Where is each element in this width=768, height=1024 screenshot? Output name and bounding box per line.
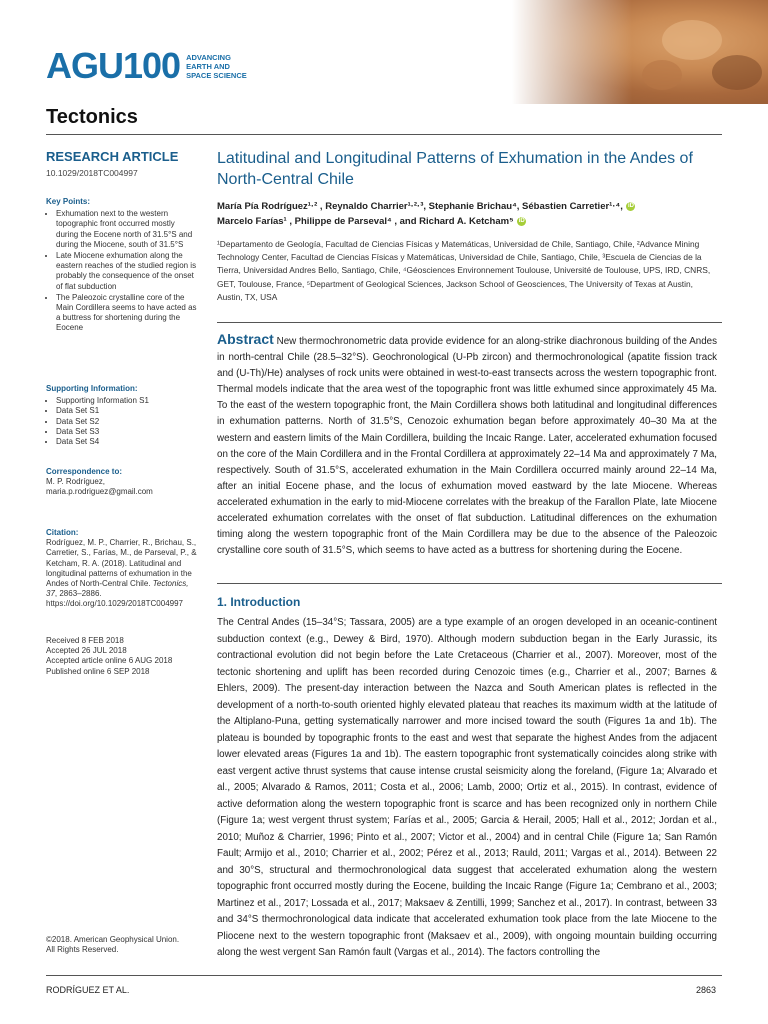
abstract	[217, 331, 717, 559]
copyright-line: All Rights Reserved.	[46, 945, 119, 954]
authors-line	[217, 199, 717, 214]
logo-tagline-line: EARTH AND	[186, 61, 230, 71]
citation-journal: Tectonics, 37	[46, 579, 189, 599]
correspondence-heading: Correspondence to:	[46, 467, 123, 476]
date-published: Published online 6 SEP 2018	[46, 666, 150, 676]
date-received: Received 8 FEB 2018	[46, 636, 124, 645]
author-list	[217, 199, 717, 229]
key-points-heading: Key Points:	[46, 197, 91, 206]
authors-text: Marcelo Farías¹ , Philippe de Parseval⁴ , and Richard A. Ketcham⁵	[217, 216, 514, 227]
page-number: 2863	[696, 985, 717, 995]
article-type: RESEARCH ARTICLE	[46, 149, 179, 164]
supporting-item[interactable]: • Data Set S3	[56, 427, 198, 437]
abstract-heading: Abstract	[217, 331, 274, 347]
orcid-icon[interactable]: iD	[518, 217, 525, 224]
key-points	[46, 197, 198, 335]
date-accepted: Accepted 26 JUL 2018	[46, 646, 127, 656]
citation-heading: Citation:	[46, 528, 79, 537]
supporting-item[interactable]: • Supporting Information S1	[56, 396, 198, 406]
logo-wordmark: AGU100	[46, 45, 181, 86]
introduction-heading: 1. Introduction	[217, 595, 301, 609]
citation-body: Rodríguez, M. P., Charrier, R., Brichau, S., Carretier, S., Farías, M., de Parseval, P., & Ketcham, R. A. (2018). Latitudinal and longitudinal patterns of exhumation in the Andes of North-Central Chile.	[46, 538, 197, 589]
correspondence-name: M. P. Rodríguez,	[46, 477, 105, 487]
supporting-list	[46, 396, 198, 447]
header-divider	[46, 134, 722, 135]
correspondence-email[interactable]: maria.p.rodriguez@gmail.com	[46, 487, 153, 497]
journal-name: Tectonics	[46, 106, 138, 128]
agu-logo	[46, 46, 247, 86]
correspondence	[46, 467, 198, 498]
article-doi[interactable]: 10.1029/2018TC004997	[46, 168, 138, 178]
affiliations: ¹Departamento de Geología, Facultad de Ciencias Físicas y Matemáticas, Universidad de Chile, Santiago, Chile, ²Advance Mining Technology Center, Facultad de Ciencias Físicas y Matemáticas, Universidad de Chile, Santiago, Chile, ³Escuela de Ciencias de la Tierra, Universidad Andres Bello, Santiago, Chile, ⁴Géosciences Environnement Toulouse, Université de Toulouse, UPS, IRD, CNRS, GET, Toulouse, France, ⁵Department of Geological Sciences, Jackson School of Geosciences, The University of Texas at Austin, Austin, TX, USA	[217, 239, 711, 302]
orcid-icon[interactable]: iD	[627, 202, 634, 209]
logo-tagline-line: SPACE SCIENCE	[186, 70, 247, 80]
authors-text: María Pía Rodríguez¹·² , Reynaldo Charrier¹·²·³, Stephanie Brichau⁴, Sébastien Carretier¹·⁴,	[217, 201, 623, 212]
logo-tagline	[186, 53, 247, 80]
footer-divider	[46, 975, 722, 976]
header-landscape-image	[512, 0, 768, 104]
supporting-heading: Supporting Information:	[46, 384, 138, 393]
authors-line	[217, 214, 717, 229]
key-point: • The Paleozoic crystalline core of the Main Cordillera seems to have acted as a buttress for shortening during the Eocene	[56, 293, 198, 334]
copyright	[46, 935, 206, 955]
supporting-item[interactable]: • Data Set S4	[56, 437, 198, 447]
introduction-text: The Central Andes (15–34°S; Tassara, 2005) are a type example of an orogen developed in an oceanic-continent subduction context (e.g., Dewey & Bird, 1970). Although modern subduction began in the Early Jurassic, its contractional evolution did not begin before the Late Cretaceous (Charrier et al., 2007). Moreover, most of the tectonic shortening and uplift has been recorded during Cenozoic times (e.g., Charrier et al., 2007; Barnes & Ehlers, 2009). The present-day interaction between the Nazca and South American plates is reflected in the development of a north-to-south oriented highly elevated plateau that reaches its maximum width at the latitude of the Altiplano-Puna, getting systematically narrower and more incised toward the south (Figures 1a and 1b). The plateau is bounded by topographic fronts to the east and west that separate the highest Andes from the adjacent lower elevated areas (Figures 1a and 1b). The eastern topographic front systematically coincides along strike with east vergent active thrust systems that cause intense crustal seismicity along the foreland, (Figure 1a; Alvarado et al., 2005; Alvarado & Ramos, 2011; Costa et al., 2006; Lamb, 2000; Ortiz et al., 2015). In contrast, evidence of active deformation along the western topographic front is scarce and has been recognized only in northern Chile (Figure 1a; west vergent thrust system; Farías et al., 2005; Garcia & Herail, 2005; Hall et al., 2012; Jordan et al., 2010; Muñoz & Charrier, 1996; Pinto et al., 2007; Victor et al., 2004) and in central Chile (Figure 1a; San Ramón Fault; Armijo et al., 2010; Charrier et al., 2002; Pérez et al., 2013; Rauld, 2011; Vargas et al., 2014). Between 22 and 30°S, structural and thermochronological data suggest that accelerated exhumation along the western topographic front occurred mostly during the Eocene, building the Incaic Range (Figure 1a; Cembrano et al., 2003; Martinez et al., 2017; Lossada et al., 2017; Maksaev & Zentilli, 1999; Sanchez et al., 2017). In contrast, between 33 and 34°S thermochronological data indicate that accelerated exhumation took place from the late Miocene to the Pliocene next to the western topographic front (Maksaev et al., 2009), with ongoing mountain building occurring along the west vergent San Ramón fault (Vargas et al., 2014). The factors controlling the	[217, 617, 717, 958]
abstract-text: New thermochronometric data provide evidence for an along-strike diachronous building of the Andes in north-central Chile (28.5–32°S). Geochronological (U-Pb zircon) and thermochronological (apatite fission track and (U-Th)/He) analyses of rock units were obtained in west-to-east transects across the western topographic front. Thermal models indicate that the area west of the topographic front was little exhumed since approximately 45 Ma. To the east of the western topographic front, the Main Cordillera shows both latitudinal and longitudinal differences in exhumation patterns. North of 31.5°S, Cenozoic exhumation began before approximately 40–30 Ma at the western and eastern limits of the Main Cordillera, building the Incaic Range. Later, accelerated exhumation focused on the core of the Main Cordillera and in the Frontal Cordillera at approximately 22–14 Ma and approximately 7 Ma, respectively. South of 31.5°S, accelerated exhumation in the Main Cordillera occurred mainly around 22–14 Ma, after an initial Eocene phase, and the locus of exhumation moved eastward by the late Miocene. Whereas accelerated exhumation in the early to mid-Miocene correlates with the breakup of the Farallon Plate, late Miocene accelerated exhumation correlates with the onset of flat subduction. Latitudinal differences on the exhumation timing along the western topographic front of the Main Cordillera may be due to the absence of the Paleozoic crystalline core south of 31.5°S, which seems to have acted as a buttress for shortening during the Eocene.	[217, 336, 717, 557]
citation-text	[46, 538, 198, 609]
citation	[46, 528, 198, 610]
running-author: RODRÍGUEZ ET AL.	[46, 985, 130, 995]
key-point: • Late Miocene exhumation along the eastern reaches of the studied region is probably the consequence of the onset of flat subduction	[56, 251, 198, 292]
article-dates	[46, 636, 198, 677]
citation-tail[interactable]: , 2863–2886. https://doi.org/10.1029/2018TC004997	[46, 589, 183, 609]
article-title: Latitudinal and Longitudinal Patterns of Exhumation in the Andes of North-Central Chile	[217, 150, 693, 188]
supporting-item[interactable]: • Data Set S2	[56, 417, 198, 427]
key-points-list	[46, 209, 198, 333]
supporting-item[interactable]: • Data Set S1	[56, 406, 198, 416]
date-accepted-online: Accepted article online 6 AUG 2018	[46, 656, 173, 666]
copyright-line: ©2018. American Geophysical Union.	[46, 935, 180, 944]
section-divider	[217, 322, 722, 323]
supporting-information	[46, 384, 198, 447]
logo-tagline-line: ADVANCING	[186, 52, 231, 62]
key-point: • Exhumation next to the western topographic front occurred mostly during the Eocene north of 31.5°S and during the Miocene, south of 31.5°S	[56, 209, 198, 250]
section-divider	[217, 583, 722, 584]
